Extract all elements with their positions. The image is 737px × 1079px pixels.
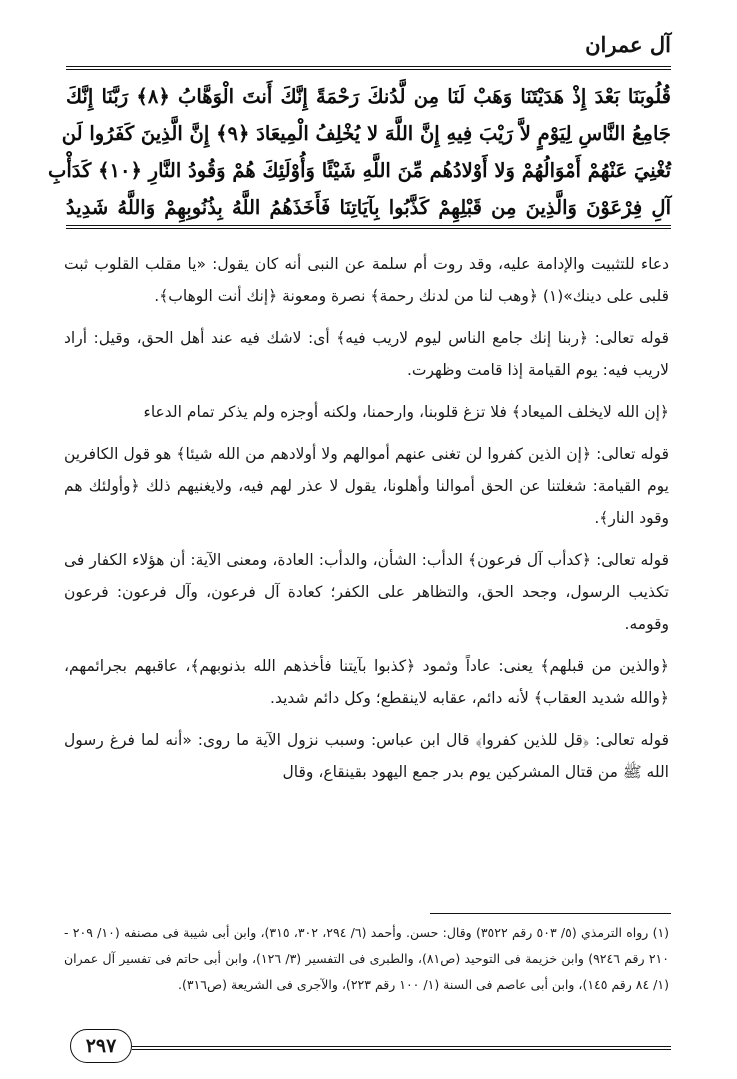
quran-line: جَامِعُ النَّاسِ لِيَوْمٍ لاَّ رَيْبَ فِيهِ إِنَّ اللَّهَ لا يُخْلِفُ الْمِيعَادَ ﴿٩﴾ إِنَّ الَّذِينَ كَفَرُوا لَن [61,122,671,145]
tafsir-paragraph: دعاء للتثبيت والإدامة عليه، وقد روت أم سلمة عن النبى أنه كان يقول: «يا مقلب القلوب ثبت قلبى على دينك»(١) ﴿وهب لنا من لدنك رحمة﴾ نصرة ومعونة ﴿إنك أنت الوهاب﴾. [64,255,669,305]
tafsir-paragraph: قوله تعالى: ﴿ربنا إنك جامع الناس ليوم لاريب فيه﴾ أى: لاشك فيه عند أهل الحق، وقيل: أراد لاريب فيه: يوم القيامة إذا قامت وظهرت. [64,329,669,379]
header-rule [66,66,671,67]
footer-rule-secondary [132,1049,671,1050]
footnote-item: (١) رواه الترمذي (٥/ ٥٠٣ رقم ٣٥٢٢) وقال: حسن. وأحمد (٦/ ٢٩٤، ٣٠٢، ٣١٥)، وابن أبى شيبة فى مصنفه (١٠/ ٢٠٩ - ٢١٠ رقم ٩٢٤٦) وابن خزيمة فى التوحيد (ص٨١)، والطبرى فى التفسير (٣/ ١٢٦)، وابن أبى حاتم فى تفسير آل عمران (١/ ٨٤ رقم ١٤٥)، وابن أبى عاصم فى السنة (١/ ١٠٠ رقم ٢٢٣)، والآجرى فى الشريعة (ص٣١٦). [64,925,670,992]
tafsir-paragraph: قوله تعالى: ﴿إن الذين كفروا لن تغنى عنهم أموالهم ولا أولادهم من الله شيئا﴾ هو قول الكافرين يوم القيامة: شغلتنا عن الحق أموالنا وأهلونا، يقول لا عذر لهم فيه، ولايغنيهم ذلك ﴿وأولئك هم وقود النار﴾. [64,445,669,527]
tafsir-paragraph: قوله تعالى: ﴿كدأب آل فرعون﴾ الدأب: الشأن، والدأب: العادة، ومعنى الآية: أن هؤلاء الكفار فى تكذيب الرسول، وجحد الحق، والتظاهر على الكفر؛ كعادة آل فرعون، وآل فرعون: فرعون وقومه. [64,551,669,633]
verses-separator-rule-secondary [66,228,671,229]
quran-line: تُغْنِيَ عَنْهُمْ أَمْوَالُهُمْ وَلا أَوْلادُهُم مِّنَ اللَّهِ شَيْئًا وَأُوْلَئِكَ هُمْ وَقُودُ النَّارِ ﴿١٠﴾ كَدَأْبِ [48,159,671,182]
page-number: ٢٩٧ [85,1035,117,1057]
quran-line: قُلُوبَنَا بَعْدَ إِذْ هَدَيْتَنَا وَهَبْ لَنَا مِن لَّدُنكَ رَحْمَةً إِنَّكَ أَنتَ الْوَهَّابُ ﴿٨﴾ رَبَّنَا إِنَّكَ [66,85,671,108]
surah-title: آل عمران [585,32,671,57]
footer-rule [132,1046,671,1047]
tafsir-paragraph: قوله تعالى: ﴿قل للذين كفروا﴾ قال ابن عباس: وسبب نزول الآية ما روى: «أنه لما فرغ رسول الله ﷺ من قتال المشركين يوم بدر جمع اليهود بقينقاع، وقال [64,731,669,781]
quran-verses-block [48,78,671,226]
footnote-separator [430,913,671,914]
tafsir-paragraph: ﴿والذين من قبلهم﴾ يعنى: عاداً وثمود ﴿كذبوا بآيتنا فأخذهم الله بذنوبهم﴾، عاقبهم بجرائمهم، ﴿والله شديد العقاب﴾ لأنه دائم، عقابه لاينقطع؛ وكل دائم شديد. [64,657,669,707]
header-rule-secondary [66,69,671,70]
quran-line: آلِ فِرْعَوْنَ وَالَّذِينَ مِن قَبْلِهِمْ كَذَّبُوا بِآيَاتِنَا فَأَخَذَهُمُ اللَّهُ بِذُنُوبِهِمْ وَاللَّهُ شَدِيدُ [66,196,671,219]
tafsir-commentary [64,248,669,798]
verses-separator-rule [66,225,671,226]
page-number-badge [70,1029,132,1063]
tafsir-paragraph: ﴿إن الله لايخلف الميعاد﴾ فلا تزغ قلوبنا، وارحمنا، ولكنه أوجزه ولم يذكر تمام الدعاء [143,403,669,421]
page-header [66,26,671,66]
footnotes [64,920,669,998]
